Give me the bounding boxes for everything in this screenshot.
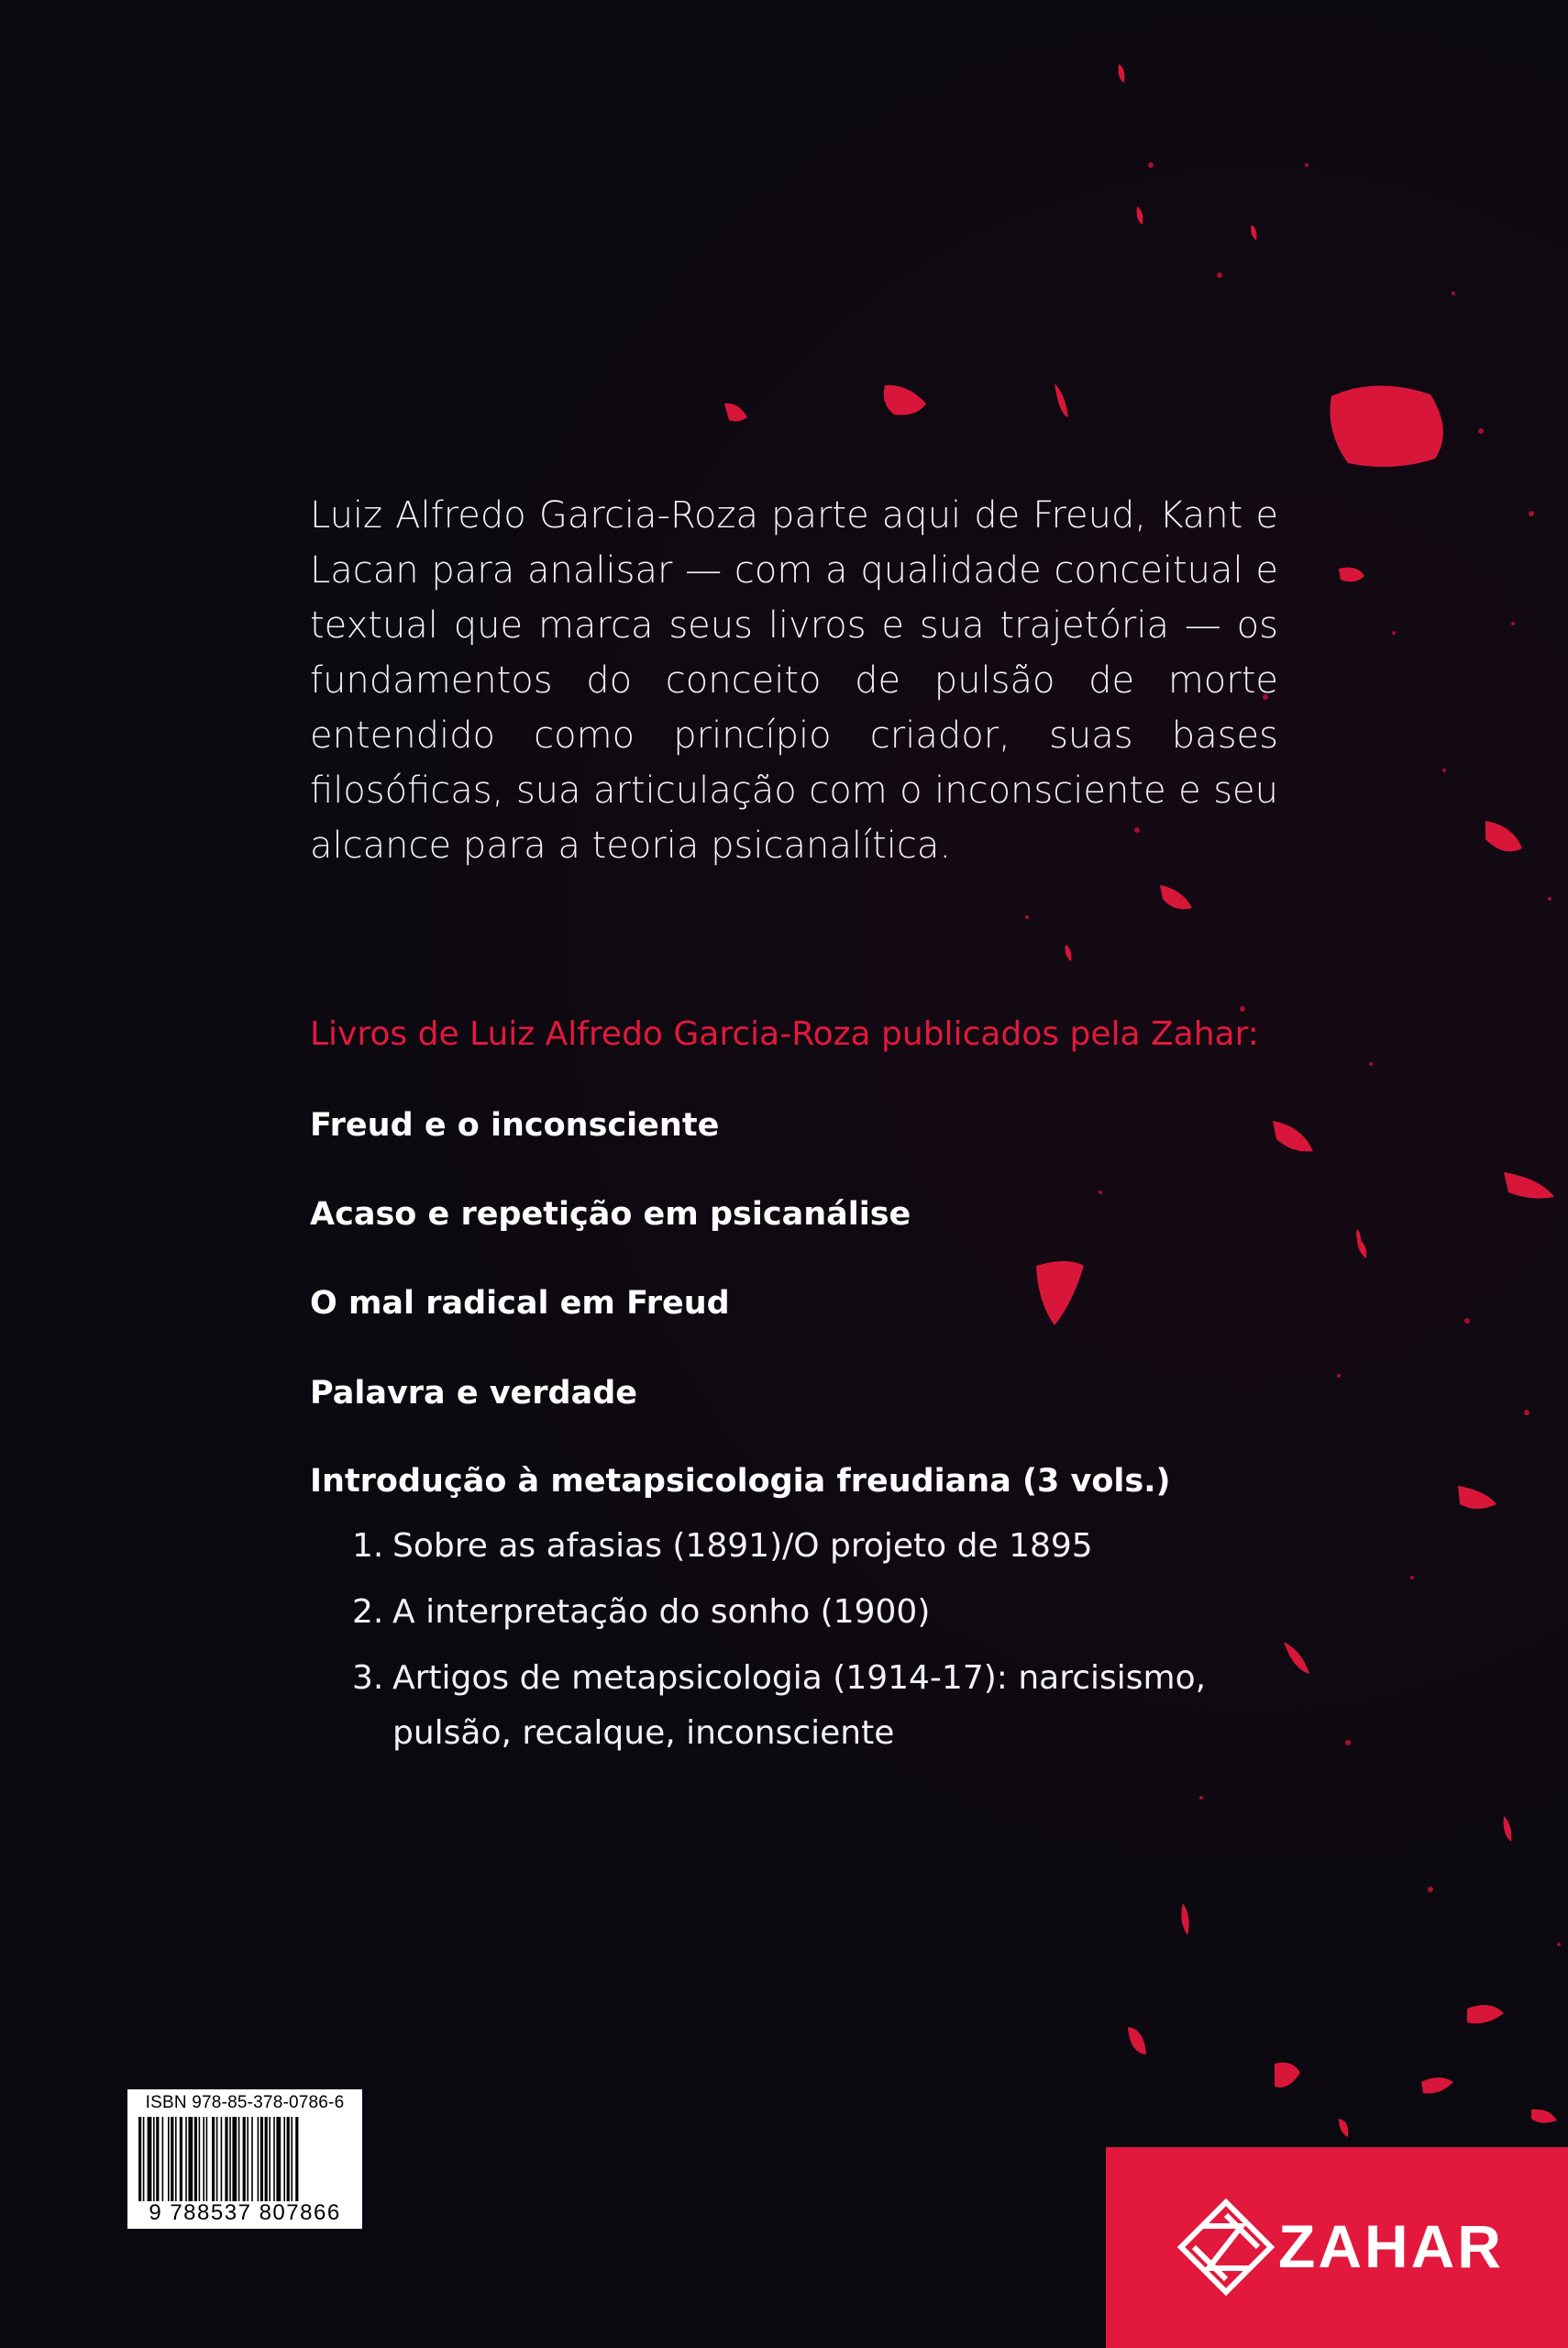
petal: [1055, 383, 1068, 417]
petal: [1531, 2110, 1557, 2123]
barcode-bar: [199, 2117, 201, 2201]
barcode-bar: [229, 2117, 231, 2201]
petal: [724, 404, 747, 422]
petal: [1339, 2119, 1348, 2137]
book-title: Acaso e repetição em psicanálise: [310, 1196, 911, 1233]
volume-number: 1.: [352, 1527, 384, 1565]
petal: [1504, 1816, 1512, 1842]
barcode-bar: [216, 2117, 218, 2201]
publisher-block: [1106, 2147, 1568, 2348]
petal: [1273, 1121, 1313, 1151]
barcode-bar: [243, 2117, 246, 2201]
isbn-barcode: [127, 2089, 362, 2229]
list-item: [352, 1651, 1232, 1761]
petal: [1251, 225, 1256, 240]
publisher-name: ZAHAR: [1278, 2212, 1504, 2280]
barcode-bar: [276, 2117, 281, 2201]
volume-list: [352, 1519, 1232, 1772]
barcode-bar: [194, 2117, 197, 2201]
barcode-bar: [188, 2117, 193, 2201]
barcode-bar: [265, 2117, 268, 2201]
barcode-bar: [225, 2117, 227, 2201]
barcode-bar: [175, 2117, 177, 2201]
book-title: O mal radical em Freud: [310, 1285, 730, 1322]
barcode-bar: [143, 2117, 145, 2201]
volume-number: 3.: [352, 1659, 384, 1697]
barcode-bar: [156, 2117, 159, 2201]
volume-number: 2.: [352, 1593, 384, 1631]
barcode-bar: [171, 2117, 173, 2201]
isbn-label: ISBN 978-85-378-0786-6: [145, 2093, 345, 2112]
petal: [1458, 1486, 1496, 1509]
petal: [1181, 1903, 1188, 1935]
volume-title: Artigos de metapsicologia (1914-17): narcisismo, pulsão, recalque, inconsciente: [392, 1659, 1207, 1752]
petal: [1485, 821, 1522, 851]
barcode-bar: [283, 2117, 285, 2201]
petal: [1275, 2063, 1300, 2088]
petal: [884, 385, 926, 415]
petal: [1119, 64, 1125, 83]
barcode-bar: [185, 2117, 187, 2201]
barcode-digits: 9 788537 807866: [149, 2200, 341, 2225]
list-item: [352, 1585, 1232, 1640]
barcode-bar: [212, 2117, 215, 2201]
petal: [1330, 385, 1442, 467]
barcode-bar: [295, 2117, 298, 2201]
barcode-bar: [258, 2117, 259, 2201]
petal: [1421, 2077, 1453, 2094]
barcode-bar: [153, 2117, 155, 2201]
petal: [1036, 1261, 1084, 1325]
barcode-bar: [260, 2117, 263, 2201]
volume-title: Sobre as afasias (1891)/O projeto de 1895: [392, 1527, 1093, 1565]
volume-title: A interpretação do sonho (1900): [392, 1593, 931, 1631]
book-description: Luiz Alfredo Garcia-Roza parte aqui de Freud, Kant e Lacan para analisar — com a qualidade conceitual e textual que marca seus livros e sua trajetória — os fundamentos do conceito de pulsão de morte entendido como princípio criador, suas bases filosóficas, sua articulação com o inconsciente e seu alcance para a teoria psicanalítica.: [310, 494, 1278, 867]
barcode-bar: [273, 2117, 275, 2201]
petal: [1504, 1172, 1554, 1199]
barcode-bar: [162, 2117, 164, 2201]
barcode-bar: [148, 2117, 152, 2201]
list-item: [352, 1519, 1232, 1574]
petal: [1339, 568, 1364, 582]
barcode-bar: [168, 2117, 170, 2201]
petal: [1137, 206, 1143, 225]
barcode-bar: [251, 2117, 253, 2201]
barcode-bar: [291, 2117, 293, 2201]
petal: [1284, 1642, 1309, 1674]
zahar-logo-icon: [1176, 2197, 1276, 2298]
barcode-bar: [287, 2117, 290, 2201]
petal: [1467, 2005, 1504, 2023]
other-books-heading: Livros de Luiz Alfredo Garcia-Roza publicados pela Zahar:: [310, 1015, 1259, 1053]
barcode-bar: [238, 2117, 240, 2201]
barcode-icon: [138, 2117, 353, 2201]
barcode-bar: [138, 2117, 141, 2201]
book-title: Palavra e verdade: [310, 1375, 638, 1412]
barcode-bar: [247, 2117, 248, 2201]
barcode-bar: [206, 2117, 208, 2201]
barcode-bar: [269, 2117, 271, 2201]
petal: [1128, 2027, 1146, 2054]
barcode-bar: [203, 2117, 204, 2201]
barcode-bar: [180, 2117, 182, 2201]
book-title: Introdução à metapsicologia freudiana (3 vols.): [310, 1463, 1171, 1500]
book-title: Freud e o inconsciente: [310, 1107, 720, 1144]
petal: [1066, 945, 1072, 961]
barcode-bar: [232, 2117, 237, 2201]
barcode-bar: [221, 2117, 223, 2201]
